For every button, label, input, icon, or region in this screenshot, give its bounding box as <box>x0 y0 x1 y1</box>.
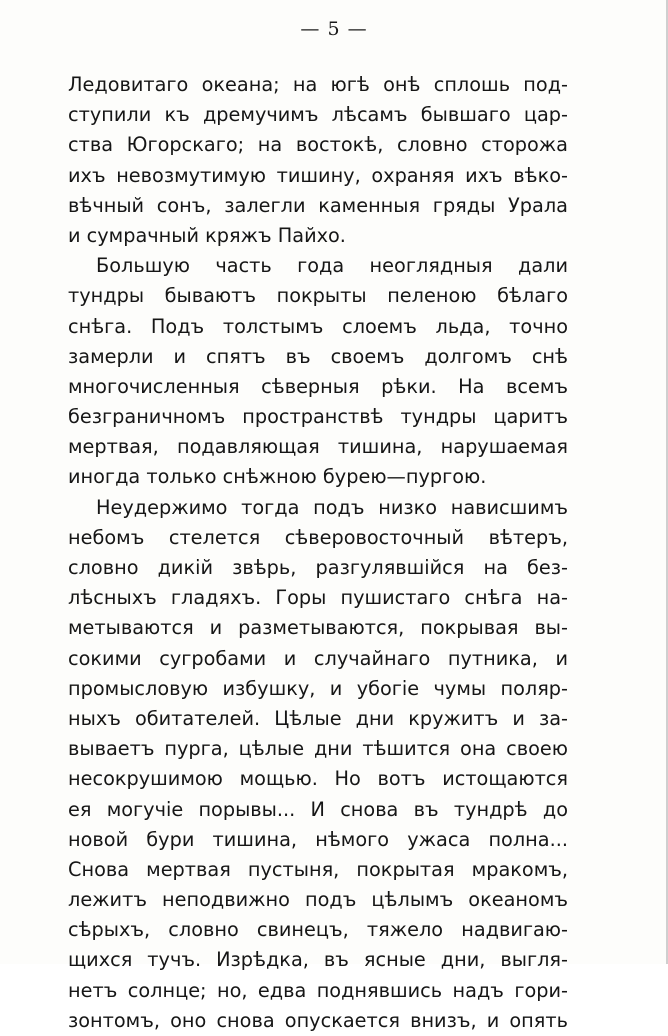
text-line: замерли и спятъ въ своемъ долгомъ снѣ <box>68 344 568 368</box>
body-text <box>68 70 568 1036</box>
text-line: лежитъ неподвижно подъ цѣлымъ океаномъ <box>68 888 568 912</box>
text-line: ства Югорскаго; на востокѣ, словно сторожа <box>68 133 568 157</box>
text-line: иногда только снѣжною бурею—пургою. <box>68 465 487 489</box>
text-line: Неудержимо тогда подъ низко нависшимъ <box>96 495 568 519</box>
text-line: промысловую избушку, и убогiе чумы поляр- <box>68 676 568 700</box>
text-line: тундры бываютъ покрыты пеленою бѣлаго <box>68 284 568 308</box>
text-line: лѣсныхъ гладяхъ. Горы пушистаго снѣга на- <box>68 586 568 610</box>
text-line: щихся тучъ. Изрѣдка, въ ясные дни, выгля- <box>68 948 568 972</box>
text-line: Ледовитаго океана; на югѣ онѣ сплошь под- <box>68 73 568 96</box>
text-line: ступили къ дремучимъ лѣсамъ бывшаго цар- <box>68 103 568 127</box>
text-line: зонтомъ, оно снова опускается внизъ, и опять <box>68 1008 568 1032</box>
text-line: и сумрачный кряжъ Пайхо. <box>68 223 346 247</box>
text-line: вываетъ пурга, цѣлые дни тѣшится она своею <box>68 737 568 761</box>
text-line: новой бури тишина, нѣмого ужаса полна... <box>68 827 568 851</box>
text-line: ныхъ обитателей. Цѣлые дни кружитъ и за- <box>68 706 568 730</box>
text-line: несокрушимою мощью. Но вотъ истощаются <box>68 767 568 791</box>
text-line: безграничномъ пространствѣ тундры царитъ <box>68 405 568 429</box>
text-line: сокими сугробами и случайнаго путника, и <box>68 646 568 670</box>
page-number: — 5 — <box>300 18 368 40</box>
text-line: вѣчный сонъ, залегли каменныя гряды Урала <box>68 193 568 217</box>
text-line: ея могучiе порывы... И снова въ тундрѣ до <box>68 797 568 821</box>
text-line: метываются и разметываются, покрывая вы- <box>68 616 568 640</box>
text-line: снѣга. Подъ толстымъ слоемъ льда, точно <box>68 314 568 338</box>
text-line: мертвая, подавляющая тишина, нарушаемая <box>68 435 568 459</box>
text-line: многочисленныя сѣверныя рѣки. На всемъ <box>68 374 568 398</box>
text-line: Снова мертвая пустыня, покрытая мракомъ, <box>68 857 568 881</box>
text-line: небомъ стелется сѣверовосточный вѣтеръ, <box>68 525 568 549</box>
text-line: сѣрыхъ, словно свинецъ, тяжело надвигаю- <box>68 918 568 942</box>
text-line: словно дикiй звѣрь, разгулявшiйся на без- <box>68 556 568 579</box>
text-line: ихъ невозмутимую тишину, охраняя ихъ вѣко- <box>68 163 568 187</box>
text-line: Большую часть года неоглядныя дали <box>96 254 568 278</box>
text-line: нетъ солнце; но, едва поднявшись надъ гори- <box>68 978 568 1002</box>
